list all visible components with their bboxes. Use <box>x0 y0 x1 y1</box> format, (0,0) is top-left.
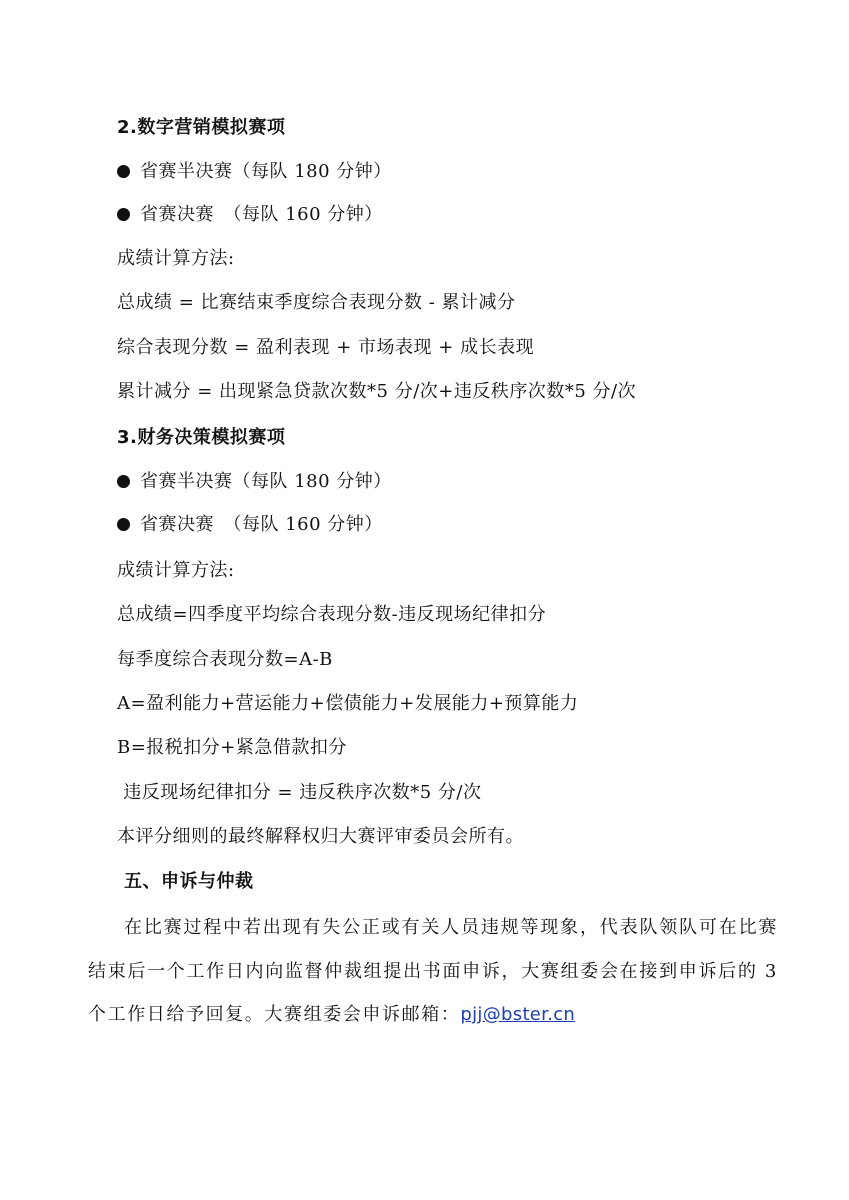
bullet-text: 省赛决赛 （每队 160 分钟） <box>140 514 383 535</box>
bullet-icon <box>117 475 130 488</box>
formula-line: 综合表现分数 = 盈利表现 + 市场表现 + 成长表现 <box>117 337 535 358</box>
formula-line: B=报税扣分+紧急借款扣分 <box>117 737 347 758</box>
list-item <box>117 160 392 184</box>
bullet-icon <box>117 518 130 531</box>
section-heading-digital-marketing: 2.数字营销模拟赛项 <box>117 117 286 138</box>
bullet-text: 省赛决赛 （每队 160 分钟） <box>140 204 383 225</box>
list-item <box>117 470 392 494</box>
section-heading-financial-decision: 3.财务决策模拟赛项 <box>117 427 286 448</box>
bullet-icon <box>117 208 130 221</box>
bullet-text: 省赛半决赛（每队 180 分钟） <box>140 161 392 182</box>
bullet-icon <box>117 165 130 178</box>
formula-line: 累计减分 = 出现紧急贷款次数*5 分/次+违反秩序次数*5 分/次 <box>117 381 637 402</box>
appeal-paragraph <box>88 906 778 1037</box>
list-item <box>117 203 383 227</box>
appeal-text: 在比赛过程中若出现有失公正或有关人员违规等现象，代表队领队可在比赛结束后一个工作日内向监督仲裁组提出书面申诉，大赛组委会在接到申诉后的 3个工作日给予回复。大赛组委会申诉邮箱： <box>88 917 778 1025</box>
formula-line: 总成绩=四季度平均综合表现分数-违反现场纪律扣分 <box>117 604 547 625</box>
formula-line: A=盈利能力+营运能力+偿债能力+发展能力+预算能力 <box>117 693 579 714</box>
formula-line: 每季度综合表现分数=A-B <box>117 649 333 670</box>
section-heading-appeal-arbitration: 五、申诉与仲裁 <box>124 871 254 892</box>
bullet-text: 省赛半决赛（每队 180 分钟） <box>140 471 392 492</box>
appeal-email-link[interactable]: pjj@bster.cn <box>460 1004 576 1025</box>
method-label: 成绩计算方法: <box>117 560 235 581</box>
list-item <box>117 513 383 537</box>
formula-line: 违反现场纪律扣分 = 违反秩序次数*5 分/次 <box>117 782 482 803</box>
interpretation-note: 本评分细则的最终解释权归大赛评审委员会所有。 <box>117 826 524 847</box>
method-label: 成绩计算方法: <box>117 248 235 269</box>
formula-line: 总成绩 = 比赛结束季度综合表现分数 - 累计减分 <box>117 292 516 313</box>
